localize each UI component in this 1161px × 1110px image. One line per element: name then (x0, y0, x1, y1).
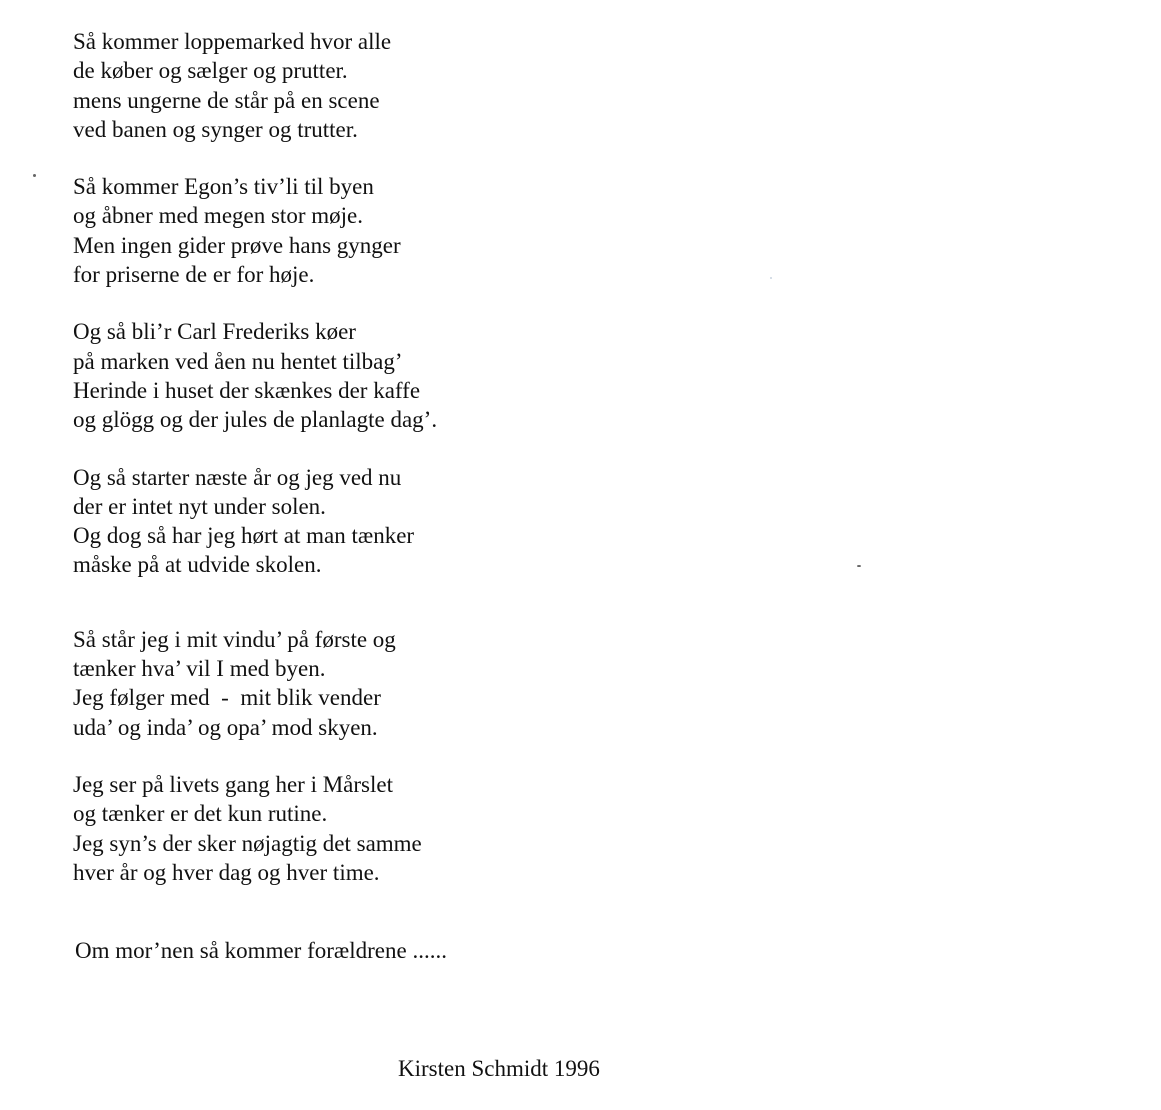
stanza-gap (73, 289, 673, 317)
poem-line: Og dog så har jeg hørt at man tænker (73, 523, 415, 549)
poem-line: uda’ og inda’ og opa’ mod skyen. (73, 714, 378, 740)
scan-speck (33, 174, 36, 177)
poem-line: Men ingen gider prøve hans gynger (73, 232, 401, 258)
poem-line: Og så starter næste år og jeg ved nu (73, 464, 402, 490)
poem-line: Jeg følger med - mit blik vender (73, 685, 381, 711)
stanza-gap (73, 144, 673, 172)
poem-line: på marken ved åen nu hentet tilbag’ (73, 348, 403, 374)
poem-line: måske på at udvide skolen. (73, 552, 322, 578)
poem-line: Så kommer Egon’s tiv’li til byen (73, 174, 374, 200)
stanza-2 (73, 172, 673, 289)
poem-line: der er intet nyt under solen. (73, 493, 326, 519)
closing-line: Om mor’nen så kommer forældrene ...... (75, 938, 447, 963)
poem-line: og åbner med megen stor møje. (73, 203, 363, 229)
stanza-gap (73, 435, 673, 463)
poem-line: og tænker er det kun rutine. (73, 801, 328, 827)
poem-line: Så kommer loppemarked hvor alle (73, 29, 392, 54)
stanza-3 (73, 317, 673, 434)
poem-line: Så står jeg i mit vindu’ på første og (73, 626, 396, 652)
poem-line: Og så bli’r Carl Frederiks køer (73, 319, 356, 345)
poem (73, 27, 673, 887)
poem-line: mens ungerne de står på en scene (73, 87, 380, 113)
poem-line: tænker hva’ vil I med byen. (73, 656, 326, 682)
signature: Kirsten Schmidt 1996 (398, 1056, 600, 1081)
stanza-6 (73, 770, 673, 887)
poem-line: Jeg ser på livets gang her i Mårslet (73, 771, 393, 797)
stanza-4 (73, 463, 673, 580)
stanza-5 (73, 625, 673, 742)
scan-speck (770, 277, 772, 279)
poem-line: for priserne de er for høje. (73, 262, 315, 288)
poem-line: Jeg syn’s der sker nøjagtig det samme (73, 830, 422, 856)
stanza-gap (73, 580, 673, 625)
poem-line: de køber og sælger og prutter. (73, 58, 348, 84)
poem-line: hver år og hver dag og hver time. (73, 859, 380, 885)
scan-speck (857, 565, 861, 567)
stanza-1 (73, 27, 673, 144)
stanza-gap (73, 742, 673, 770)
poem-line: og glögg og der jules de planlagte dag’. (73, 407, 438, 433)
poem-line: Herinde i huset der skænkes der kaffe (73, 377, 421, 403)
poem-line: ved banen og synger og trutter. (73, 116, 358, 142)
